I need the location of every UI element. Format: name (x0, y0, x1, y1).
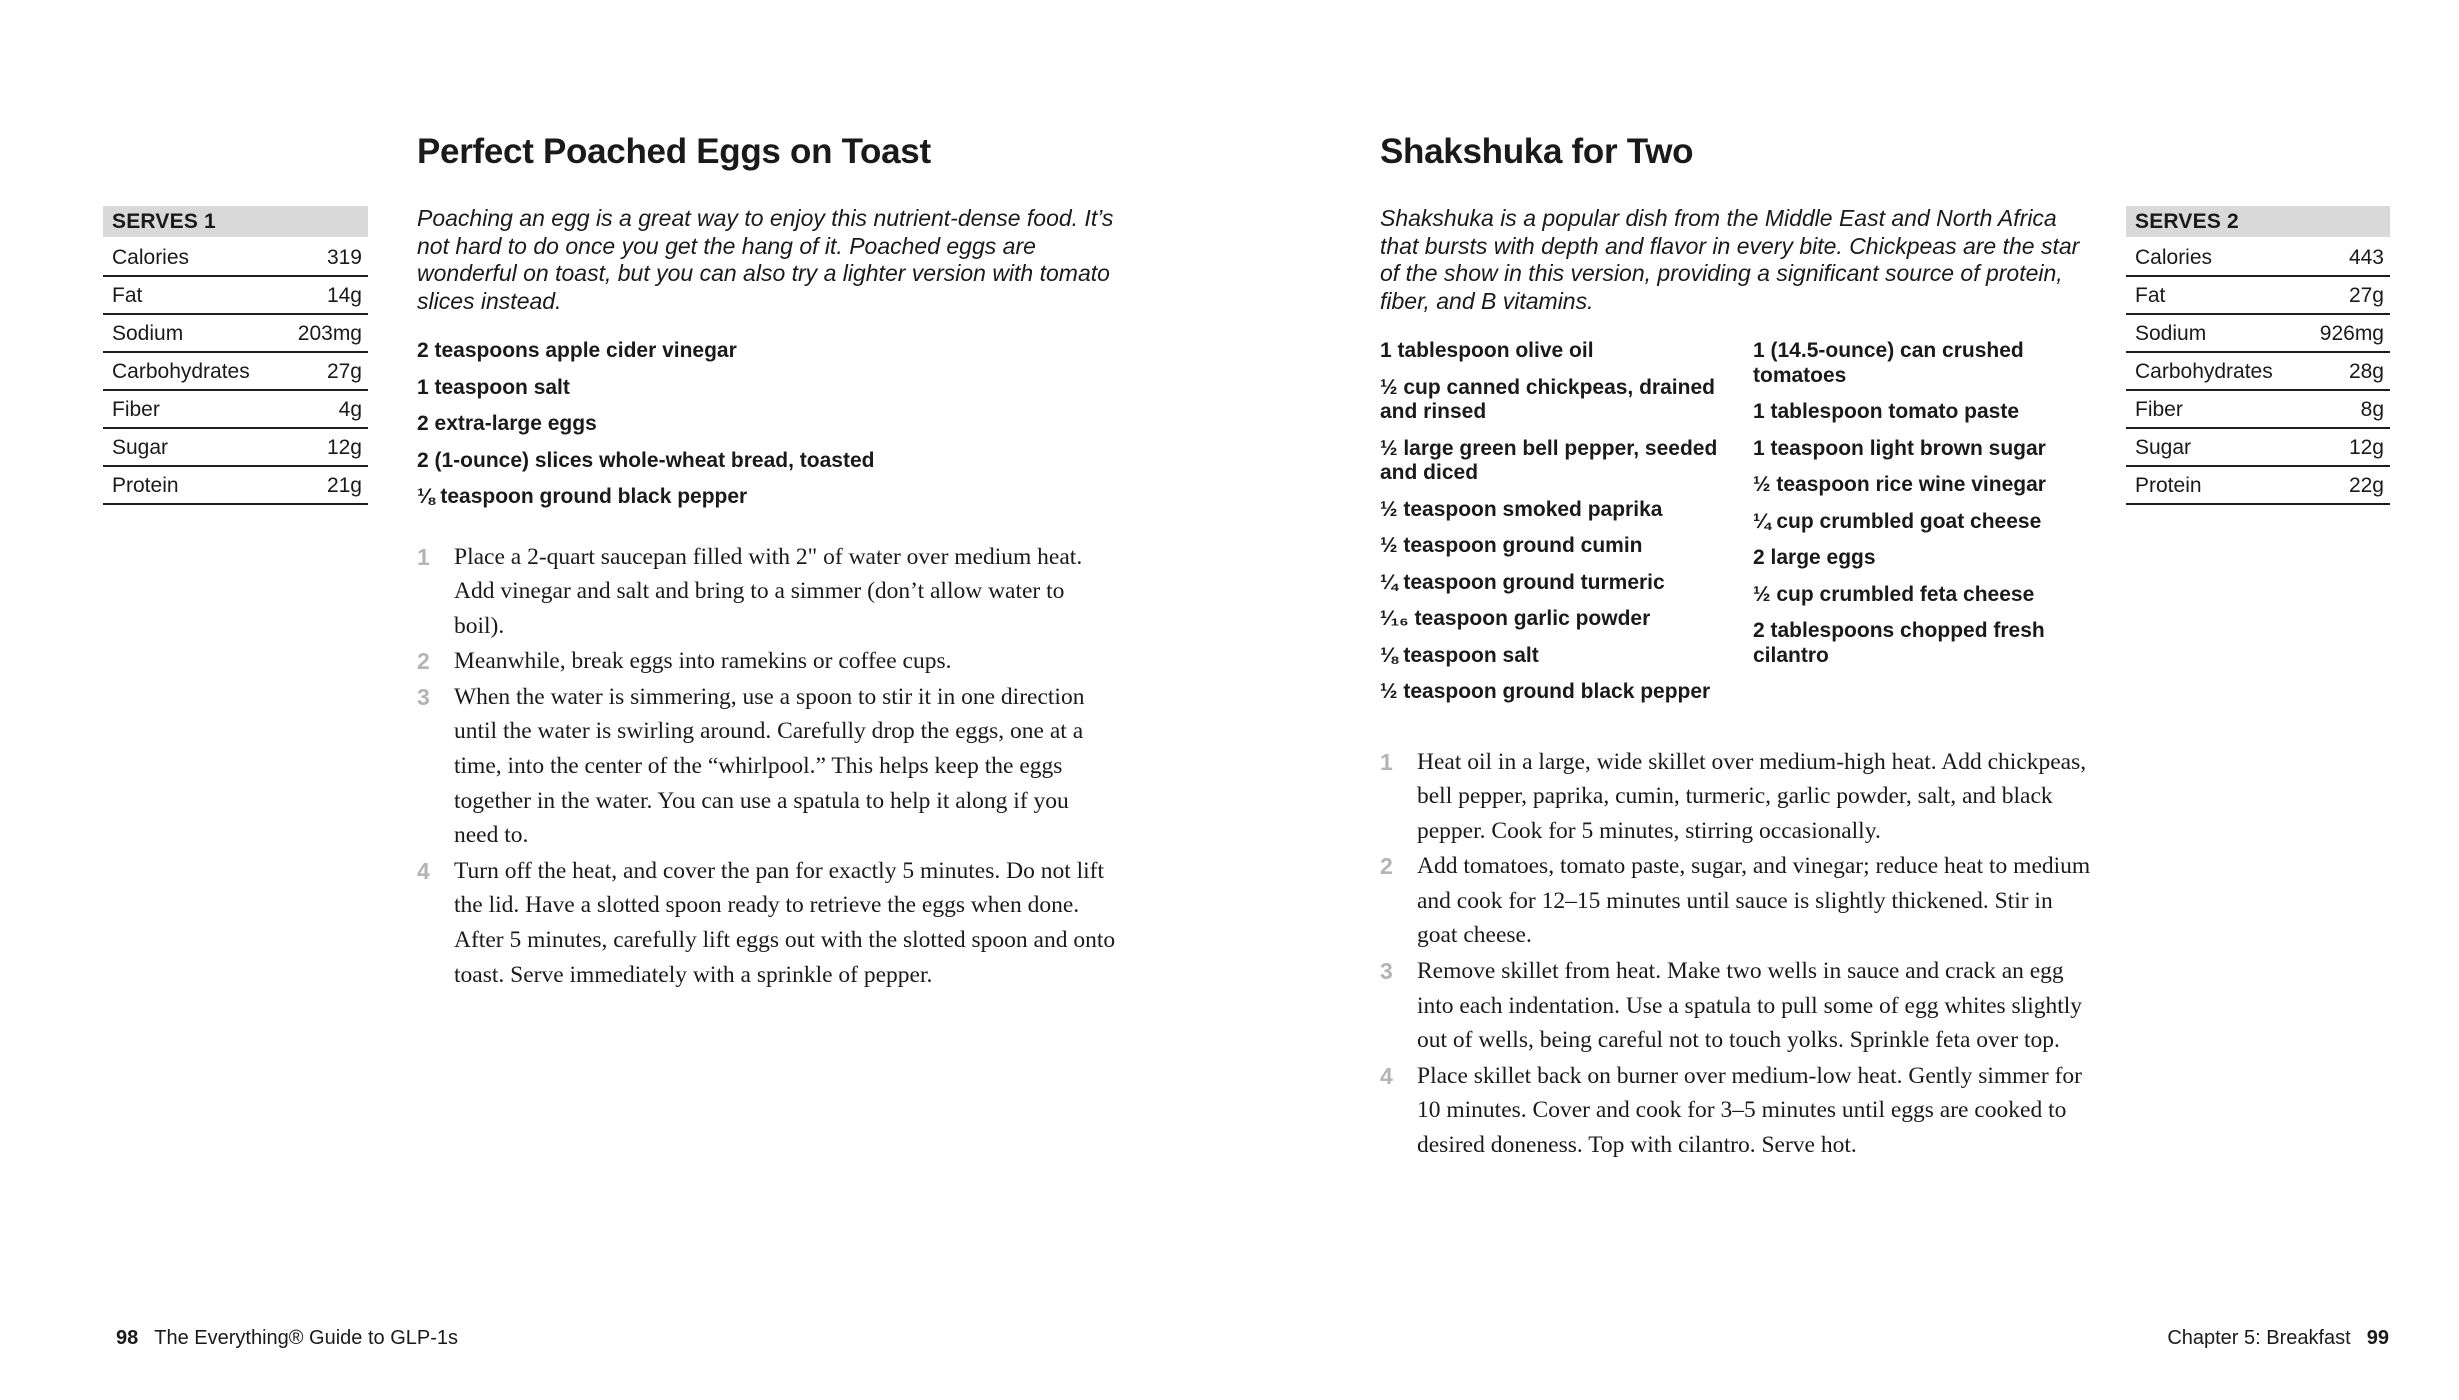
step-number: 4 (417, 857, 430, 884)
nutrition-label: Calories (112, 246, 190, 269)
nutrition-table-right (2126, 206, 2390, 505)
nutrition-value: 12g (326, 436, 362, 459)
nutrition-value: 203mg (297, 322, 362, 345)
step-number: 1 (1380, 748, 1393, 775)
recipe-title: Shakshuka for Two (1380, 132, 1694, 171)
nutrition-label: Carbohydrates (112, 360, 250, 383)
ingredient-column-2 (1753, 339, 2092, 717)
recipe-title: Perfect Poached Eggs on Toast (417, 132, 931, 171)
ingredient-list (417, 339, 1119, 510)
ingredient-item: 2 tablespoons chopped fresh cilantro (1753, 619, 2045, 667)
step-item (417, 854, 1119, 992)
nutrition-row (2126, 429, 2390, 467)
nutrition-row (103, 239, 368, 277)
nutrition-row (2126, 391, 2390, 429)
nutrition-label: Protein (112, 474, 179, 497)
step-list (1380, 745, 2092, 1163)
nutrition-value: 4g (338, 398, 362, 421)
step-number: 3 (1380, 958, 1393, 985)
step-text: When the water is simmering, use a spoon to stir it in one direction until the water is swirling around. Carefully drop the eggs, one at a time, into the center of the “whirlpool.” This helps keep the eggs together in the water. You can use a spatula to help it along if you need to. (454, 683, 1085, 849)
step-text: Meanwhile, break eggs into ramekins or coffee cups. (454, 648, 952, 675)
step-number: 3 (417, 683, 430, 710)
nutrition-value: 12g (2348, 436, 2384, 459)
nutrition-value: 14g (326, 284, 362, 307)
nutrition-label: Fat (112, 284, 143, 307)
ingredient-item: ½ teaspoon ground cumin (1380, 534, 1643, 557)
ingredient-item: ½ large green bell pepper, seeded and diced (1380, 436, 1718, 484)
nutrition-label: Sodium (2135, 322, 2207, 345)
ingredient-item: 1 teaspoon light brown sugar (1753, 436, 2046, 460)
nutrition-table-left (103, 206, 368, 505)
nutrition-label: Fiber (112, 398, 160, 421)
nutrition-value: 21g (326, 474, 362, 497)
ingredient-item: ½ cup canned chickpeas, drained and rinsed (1380, 375, 1715, 423)
step-text: Remove skillet from heat. Make two wells in sauce and crack an egg into each indentation. Use a spatula to pull some of egg whites slightly out of wells, being careful not to touch yolks. Sprinkle feta over top. (1417, 958, 2083, 1054)
step-item (1380, 1059, 2092, 1163)
recipe-intro: Poaching an egg is a great way to enjoy this nutrient-dense food. It’s not hard to do once you get the hang of it. Poached eggs are wonderful on toast, but you can also try a lighter version with tomato slices instead. (417, 205, 1114, 314)
nutrition-row (103, 467, 368, 505)
ingredient-item: 2 (1-ounce) slices whole-wheat bread, toasted (417, 448, 875, 472)
ingredient-item: ¹⁄₁₆ teaspoon garlic powder (1380, 607, 1651, 630)
ingredient-item: ⅛ teaspoon ground black pepper (417, 485, 748, 508)
nutrition-row (103, 277, 368, 315)
recipe-left (417, 132, 1119, 993)
nutrition-row (103, 391, 368, 429)
ingredient-item: ⅛ teaspoon salt (1380, 643, 1539, 667)
book-title: The Everything® Guide to GLP-1s (154, 1327, 459, 1349)
recipe-intro: Shakshuka is a popular dish from the Middle East and North Africa that bursts with depth and flavor in every bite. Chickpeas are the star of the show in this version, providing a significant source of protein, fiber, and B vitamins. (1380, 205, 2080, 314)
nutrition-value: 926mg (2319, 322, 2384, 345)
step-text: Heat oil in a large, wide skillet over medium-high heat. Add chickpeas, bell pepper, paprika, cumin, turmeric, garlic powder, salt, and black pepper. Cook for 5 minutes, stirring occasionally. (1417, 748, 2087, 844)
ingredient-list (1380, 339, 2092, 717)
page-footer-left (116, 1327, 458, 1350)
nutrition-label: Sodium (112, 322, 184, 345)
step-item (1380, 849, 2092, 953)
step-item (417, 680, 1119, 853)
step-item (417, 644, 1119, 679)
ingredient-item: ½ teaspoon smoked paprika (1380, 497, 1663, 521)
nutrition-row (2126, 353, 2390, 391)
nutrition-label: Sugar (112, 436, 169, 459)
ingredient-item: 1 tablespoon olive oil (1380, 339, 1594, 362)
nutrition-value: 8g (2360, 398, 2384, 421)
step-number: 4 (1380, 1062, 1393, 1089)
nutrition-label: Protein (2135, 474, 2202, 497)
nutrition-row (103, 429, 368, 467)
nutrition-label: Sugar (2135, 436, 2192, 459)
nutrition-row (2126, 467, 2390, 505)
chapter-title: Chapter 5: Breakfast (2167, 1327, 2351, 1349)
ingredient-item: 1 teaspoon salt (417, 375, 570, 399)
step-text: Place skillet back on burner over medium-low heat. Gently simmer for 10 minutes. Cover and cook for 3–5 minutes until eggs are cooked to desired doneness. Top with cilantro. Serve hot. (1417, 1062, 2082, 1159)
step-item (1380, 745, 2092, 849)
nutrition-label: Calories (2135, 246, 2213, 269)
ingredient-item: 1 tablespoon tomato paste (1753, 400, 2020, 423)
nutrition-row (2126, 277, 2390, 315)
page-number: 99 (2366, 1327, 2389, 1349)
nutrition-label: Fiber (2135, 398, 2183, 421)
recipe-right (1380, 132, 2092, 1164)
nutrition-row (103, 353, 368, 391)
ingredient-item: ¼ cup crumbled goat cheese (1753, 509, 2042, 533)
step-list (417, 540, 1119, 993)
ingredient-column-1 (1380, 339, 1719, 717)
nutrition-row (103, 315, 368, 353)
ingredient-item: ½ cup crumbled feta cheese (1753, 582, 2035, 606)
ingredient-item: 1 (14.5-ounce) can crushed tomatoes (1753, 339, 2024, 387)
step-number: 2 (1380, 853, 1393, 880)
serves-header: SERVES 2 (2126, 206, 2390, 237)
step-number: 1 (417, 543, 430, 570)
nutrition-row (2126, 239, 2390, 277)
ingredient-item: 2 large eggs (1753, 546, 1876, 569)
nutrition-value: 443 (2348, 246, 2384, 269)
page-number: 98 (116, 1327, 139, 1349)
step-text: Turn off the heat, and cover the pan for exactly 5 minutes. Do not lift the lid. Have a slotted spoon ready to retrieve the eggs when done. After 5 minutes, carefully lift eggs out with the slotted spoon and onto toast. Serve immediately with a sprinkle of pepper. (454, 857, 1116, 988)
step-item (417, 540, 1119, 644)
nutrition-value: 22g (2348, 474, 2384, 497)
step-number: 2 (417, 648, 430, 675)
nutrition-value: 27g (326, 360, 362, 383)
serves-header: SERVES 1 (103, 206, 368, 237)
step-text: Place a 2-quart saucepan filled with 2" of water over medium heat. Add vinegar and salt and bring to a simmer (don’t allow water to boil). (454, 543, 1083, 639)
page-footer-right (2167, 1327, 2389, 1350)
ingredient-item: ½ teaspoon ground black pepper (1380, 680, 1711, 703)
nutrition-label: Carbohydrates (2135, 360, 2273, 383)
nutrition-value: 27g (2348, 284, 2384, 307)
ingredient-item: 2 teaspoons apple cider vinegar (417, 339, 737, 362)
nutrition-label: Fat (2135, 284, 2166, 307)
ingredient-item: ½ teaspoon rice wine vinegar (1753, 473, 2046, 496)
step-text: Add tomatoes, tomato paste, sugar, and vinegar; reduce heat to medium and cook for 12–15 minutes until sauce is slightly thickened. Stir in goat cheese. (1417, 853, 2091, 949)
step-item (1380, 954, 2092, 1058)
nutrition-row (2126, 315, 2390, 353)
ingredient-item: ¼ teaspoon ground turmeric (1380, 570, 1665, 594)
ingredient-item: 2 extra-large eggs (417, 412, 597, 435)
nutrition-value: 28g (2348, 360, 2384, 383)
nutrition-value: 319 (326, 246, 362, 269)
